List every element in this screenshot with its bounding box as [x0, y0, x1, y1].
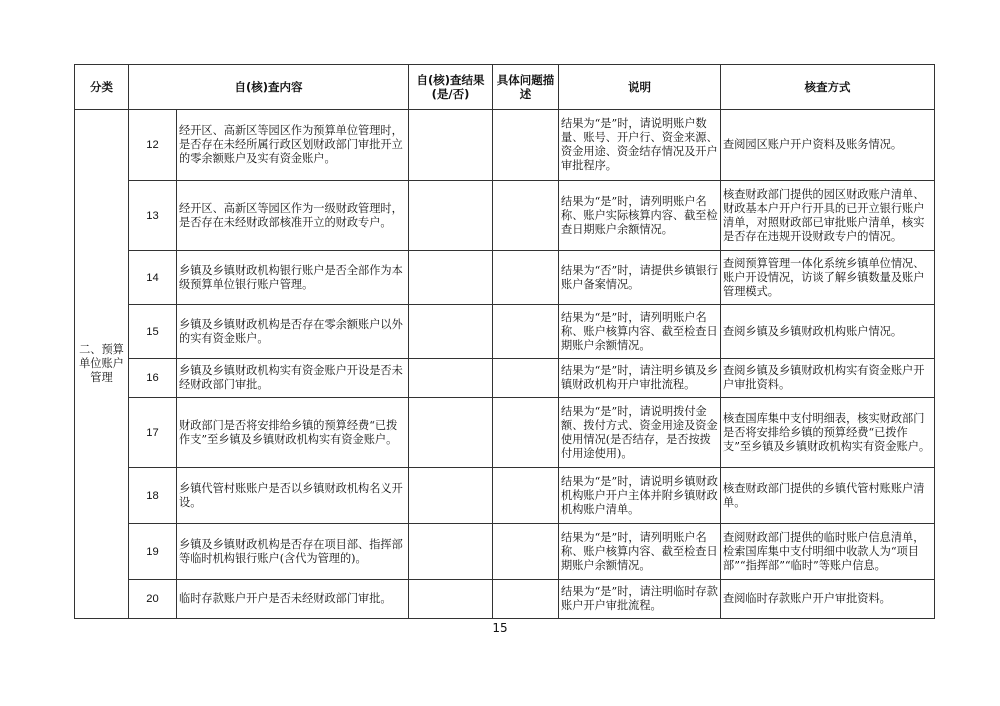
row-explanation: 结果为“是”时，请注明临时存款账户开户审批流程。 — [559, 580, 721, 619]
table-row — [75, 580, 935, 619]
row-content: 经开区、高新区等园区作为预算单位管理时，是否存在未经所属行政区划财政部门审批开立的零余额账户及实有资金账户。 — [177, 110, 409, 181]
header-issue: 具体问题描述 — [493, 65, 559, 110]
row-method: 查阅乡镇及乡镇财政机构实有资金账户开户审批资料。 — [721, 359, 935, 398]
row-content: 乡镇及乡镇财政机构银行账户是否全部作为本级预算单位银行账户管理。 — [177, 251, 409, 305]
row-number: 13 — [129, 181, 177, 251]
row-content: 乡镇及乡镇财政机构实有资金账户开设是否未经财政部门审批。 — [177, 359, 409, 398]
row-issue — [493, 468, 559, 524]
header-explanation: 说明 — [559, 65, 721, 110]
row-method: 核查财政部门提供的园区财政账户清单、财政基本户开户行开具的已开立银行账户清单，对照财政部已审批账户清单，核实是否存在违规开设财政专户的情况。 — [721, 181, 935, 251]
audit-table — [74, 64, 935, 619]
row-result — [409, 524, 493, 580]
row-issue — [493, 580, 559, 619]
row-method: 查阅园区账户开户资料及账务情况。 — [721, 110, 935, 181]
row-result — [409, 251, 493, 305]
row-explanation: 结果为“是”时，请说明账户数量、账号、开户行、资金来源、资金用途、资金结存情况及开户审批程序。 — [559, 110, 721, 181]
row-explanation: 结果为“是”时，请列明账户名称、账户核算内容、截至检查日期账户余额情况。 — [559, 524, 721, 580]
row-number: 15 — [129, 305, 177, 359]
page-number: 15 — [492, 621, 508, 635]
table-row — [75, 181, 935, 251]
row-content: 经开区、高新区等园区作为一级财政管理时，是否存在未经财政部核准开立的财政专户。 — [177, 181, 409, 251]
row-explanation: 结果为“是”时，请注明乡镇及乡镇财政机构开户审批流程。 — [559, 359, 721, 398]
row-content: 临时存款账户开户是否未经财政部门审批。 — [177, 580, 409, 619]
row-content: 财政部门是否将安排给乡镇的预算经费“已拨作支”至乡镇及乡镇财政机构实有资金账户。 — [177, 398, 409, 468]
row-number: 17 — [129, 398, 177, 468]
row-explanation: 结果为“否”时，请提供乡镇银行账户备案情况。 — [559, 251, 721, 305]
category-cell: 二、预算单位账户管理 — [75, 110, 129, 619]
row-method: 核查国库集中支付明细表，核实财政部门是否将安排给乡镇的预算经费“已拨作支”至乡镇及乡镇财政机构实有资金账户。 — [721, 398, 935, 468]
header-method: 核查方式 — [721, 65, 935, 110]
row-content: 乡镇及乡镇财政机构是否存在项目部、指挥部等临时机构银行账户(含代为管理的)。 — [177, 524, 409, 580]
row-result — [409, 305, 493, 359]
row-method: 查阅预算管理一体化系统乡镇单位情况、账户开设情况，访谈了解乡镇数量及账户管理模式。 — [721, 251, 935, 305]
table-row — [75, 110, 935, 181]
row-number: 18 — [129, 468, 177, 524]
header-category: 分类 — [75, 65, 129, 110]
row-explanation: 结果为“是”时，请列明账户名称、账户核算内容、截至检查日期账户余额情况。 — [559, 305, 721, 359]
row-content: 乡镇及乡镇财政机构是否存在零余额账户以外的实有资金账户。 — [177, 305, 409, 359]
row-method: 查阅乡镇及乡镇财政机构账户情况。 — [721, 305, 935, 359]
row-method: 查阅临时存款账户开户审批资料。 — [721, 580, 935, 619]
table-row — [75, 468, 935, 524]
row-result — [409, 468, 493, 524]
table-row — [75, 251, 935, 305]
row-explanation: 结果为“是”时，请说明乡镇财政机构账户开户主体并附乡镇财政机构账户清单。 — [559, 468, 721, 524]
row-result — [409, 110, 493, 181]
row-issue — [493, 398, 559, 468]
row-issue — [493, 251, 559, 305]
row-result — [409, 359, 493, 398]
row-result — [409, 580, 493, 619]
row-number: 16 — [129, 359, 177, 398]
table-row — [75, 359, 935, 398]
row-issue — [493, 359, 559, 398]
table-row — [75, 305, 935, 359]
row-number: 12 — [129, 110, 177, 181]
row-issue — [493, 305, 559, 359]
header-content: 自(核)查内容 — [129, 65, 409, 110]
row-issue — [493, 181, 559, 251]
row-result — [409, 398, 493, 468]
header-result: 自(核)查结果(是/否) — [409, 65, 493, 110]
table-row — [75, 398, 935, 468]
row-explanation: 结果为“是”时，请列明账户名称、账户实际核算内容、截至检查日期账户余额情况。 — [559, 181, 721, 251]
row-issue — [493, 524, 559, 580]
row-number: 14 — [129, 251, 177, 305]
row-method: 核查财政部门提供的乡镇代管村账账户清单。 — [721, 468, 935, 524]
row-issue — [493, 110, 559, 181]
row-explanation: 结果为“是”时，请说明拨付金额、拨付方式、资金用途及资金使用情况(是否结存，是否按拨付用途使用)。 — [559, 398, 721, 468]
table-row — [75, 524, 935, 580]
row-number: 20 — [129, 580, 177, 619]
row-number: 19 — [129, 524, 177, 580]
row-method: 查阅财政部门提供的临时账户信息清单，检索国库集中支付明细中收款人为“项目部”“指挥部”“临时”等账户信息。 — [721, 524, 935, 580]
row-result — [409, 181, 493, 251]
row-content: 乡镇代管村账账户是否以乡镇财政机构名义开设。 — [177, 468, 409, 524]
